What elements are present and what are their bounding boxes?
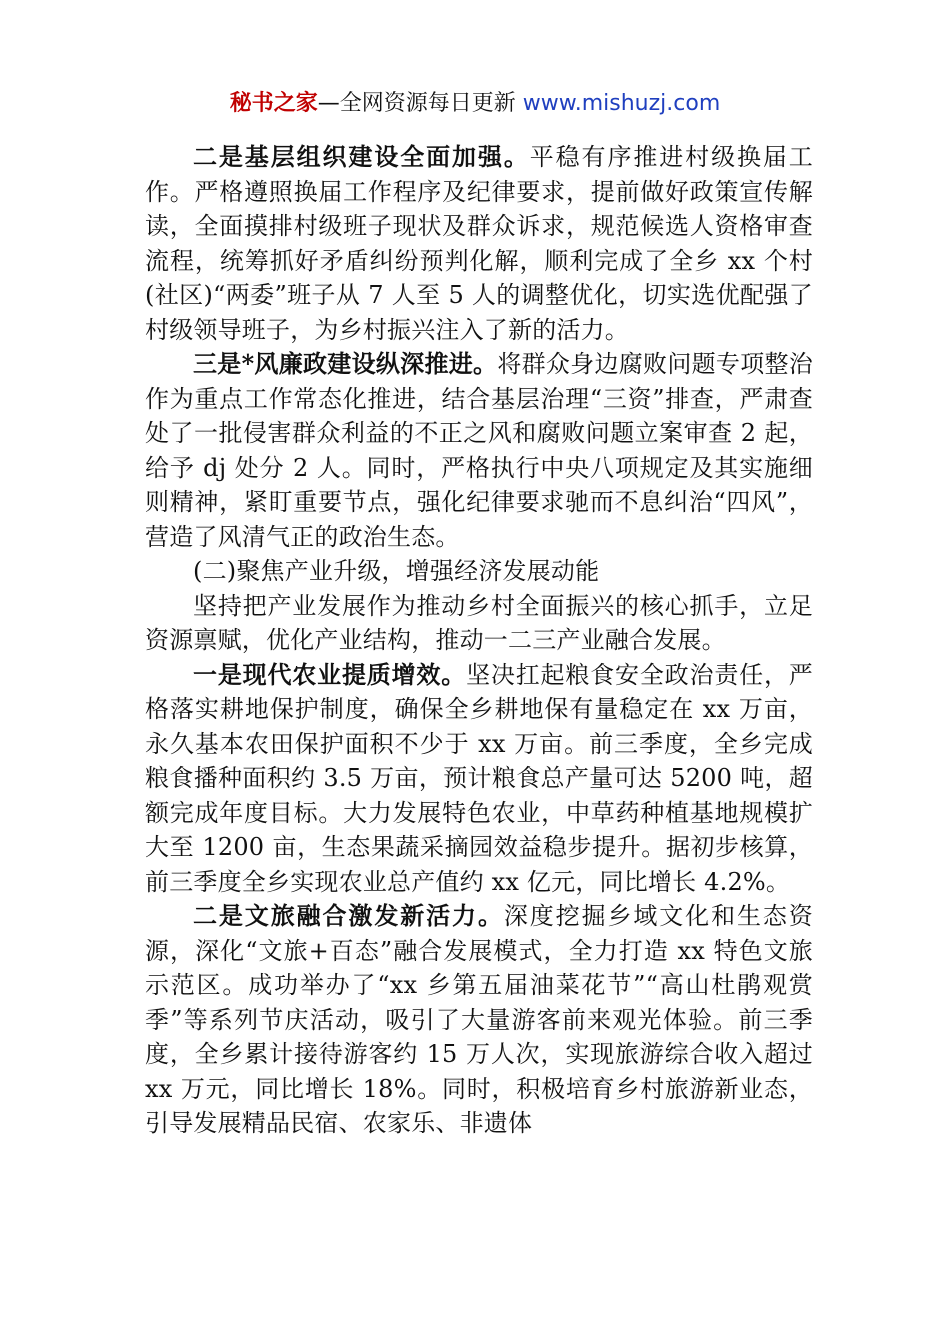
paragraph-text: 坚决扛起粮食安全政治责任，严格落实耕地保护制度，确保全乡耕地保有量稳定在 xx 万亩，永久基本农田保护面积不少于 xx 万亩。前三季度，全乡完成粮食播种面积约 3.5 万亩，预计粮食总产量可达 5200 吨，超额完成年度目标。大力发展特色农业，中草药种植基地规模扩大至 1200 亩，生态果蔬采摘园效益稳步提升。据初步核算，前三季度全乡实现农业总产值约 xx 亿元，同比增长 4.2%。 (145, 660, 813, 896)
paragraph-lead: 二是文旅融合激发新活力。 (193, 901, 504, 930)
paragraph-text: 深度挖掘乡域文化和生态资源，深化“文旅+百态”融合发展模式，全力打造 xx 特色文旅示范区。成功举办了“xx 乡第五届油菜花节”“高山杜鹃观赏季”等系列节庆活动，吸引了大量游客前来观光体验。前三季度，全乡累计接待游客约 15 万人次，实现旅游综合收入超过 xx 万元，同比增长 18%。同时，积极培育乡村旅游新业态，引导发展精品民宿、农家乐、非遗体 (145, 902, 814, 1137)
paragraph-lead: 二是基层组织建设全面加强。 (193, 142, 530, 171)
paragraph-text: 平稳有序推进村级换届工作。严格遵照换届工作程序及纪律要求，提前做好政策宣传解读，全面摸排村级班子现状及群众诉求，规范候选人资格审查流程，统筹抓好矛盾纠纷预判化解，顺利完成了全乡 xx 个村(社区)“两委”班子从 7 人至 5 人的调整优化，切实选优配强了村级领导班子，为乡村振兴注入了新的活力。 (145, 143, 813, 344)
paragraph-text: (二)聚焦产业升级，增强经济发展动能 (193, 557, 600, 585)
paragraph-grassroots-organization (145, 140, 813, 347)
page-header (0, 88, 950, 120)
document-body (145, 140, 813, 1141)
section-heading-industry (145, 554, 813, 589)
paragraph-text: 坚持把产业发展作为推动乡村全面振兴的核心抓手，立足资源禀赋，优化产业结构，推动一二三产业融合发展。 (145, 591, 813, 654)
header-slogan: —全网资源每日更新 (317, 91, 523, 116)
paragraph-culture-tourism (145, 899, 813, 1141)
website-link[interactable]: www.mishuzj.com (522, 91, 721, 116)
paragraph-lead: 一是现代农业提质增效。 (193, 659, 467, 689)
paragraph-text: 将群众身边腐败问题专项整治作为重点工作常态化推进，结合基层治理“三资”排查，严肃查处了一批侵害群众利益的不正之风和腐败问题立案审查 2 起，给予 dj 处分 2 人。同时，严格执行中央八项规定及其实施细则精神，紧盯重要节点，强化纪律要求驰而不息纠治“四风”，营造了风清气正的政治生态。 (145, 350, 813, 551)
paragraph-modern-agriculture (145, 658, 813, 900)
paragraph-industry-intro (145, 589, 813, 658)
paragraph-lead: 三是*风廉政建设纵深推进。 (193, 349, 498, 378)
brand-name: 秘书之家 (229, 91, 318, 116)
paragraph-integrity-building (145, 347, 813, 554)
